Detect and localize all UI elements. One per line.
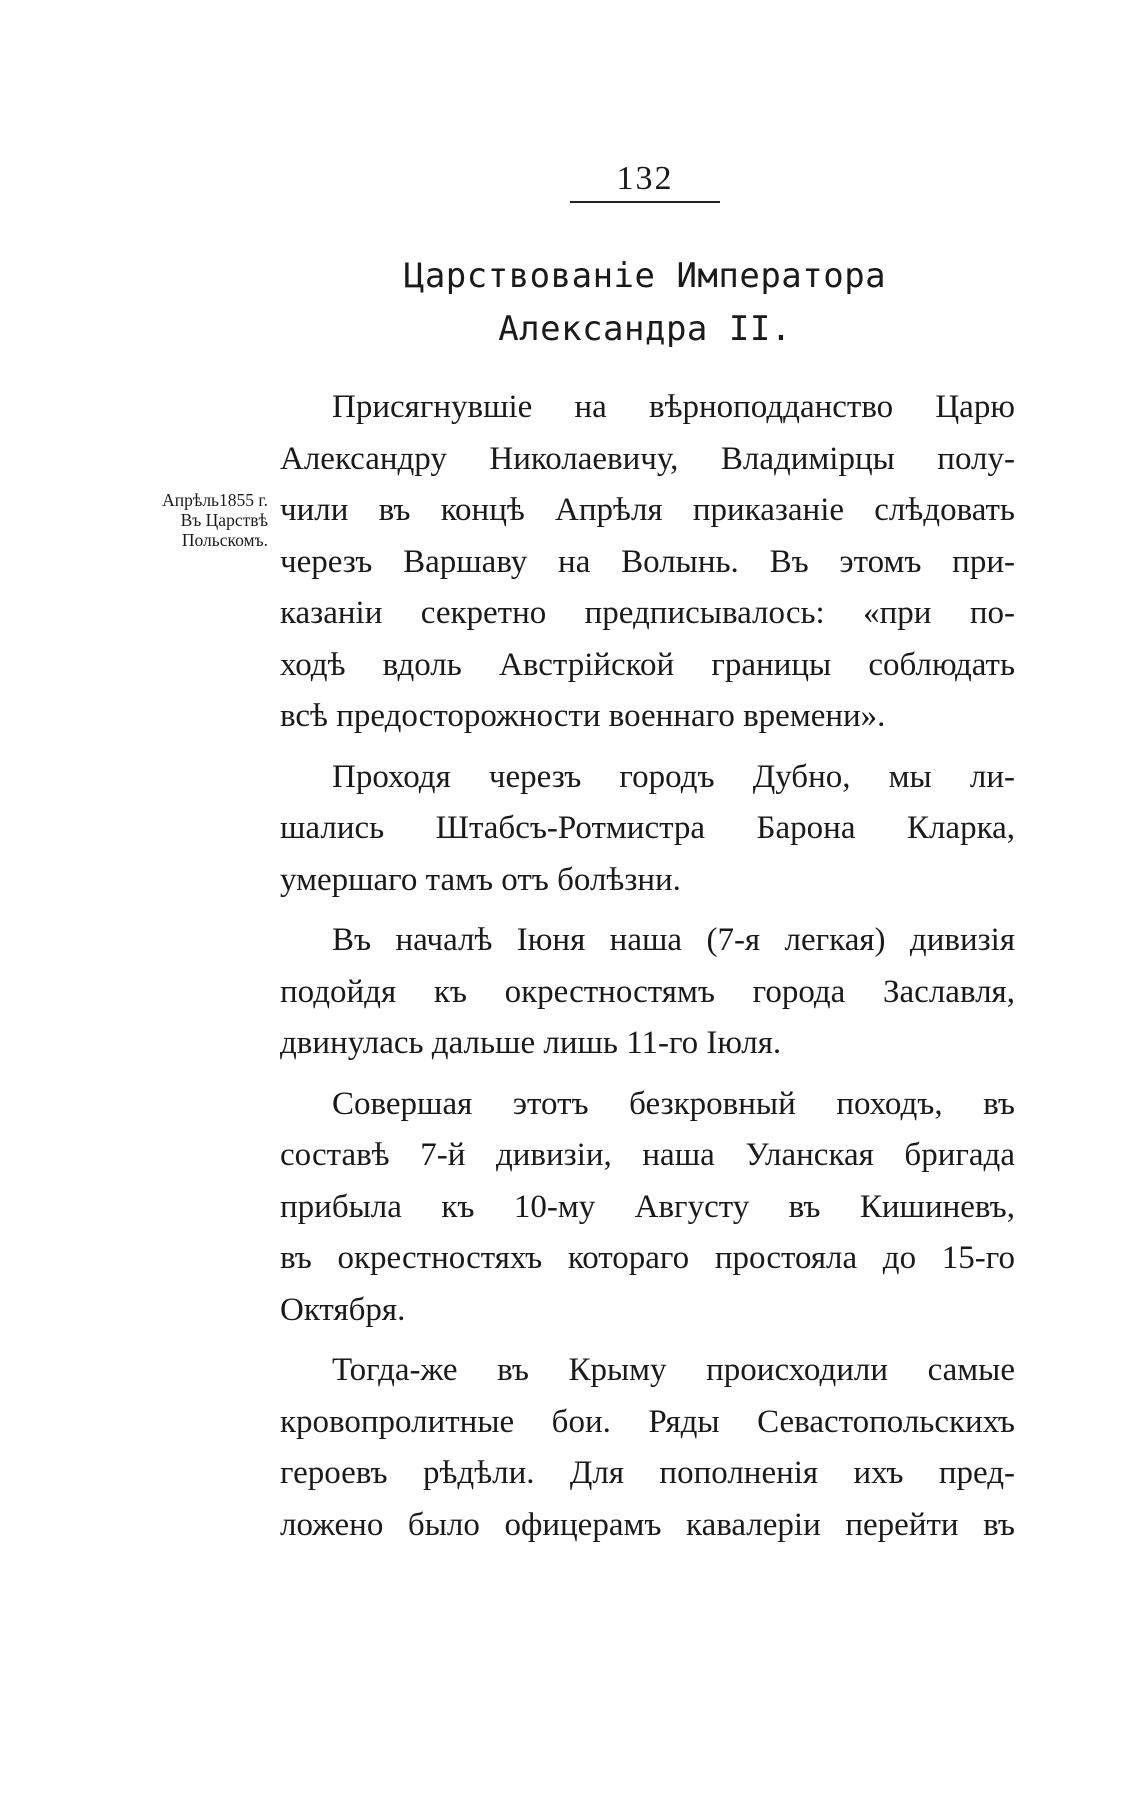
- chapter-title-line-2: Александра II.: [498, 309, 792, 349]
- text-line: Александру Николаевичу, Владимірцы полу-: [280, 440, 1015, 477]
- text-line: Октября.: [280, 1291, 406, 1328]
- text-line: прибыла къ 10-му Августу въ Кишиневъ,: [280, 1188, 1015, 1225]
- text-line: составѣ 7-й дивизіи, наша Уланская бригада: [280, 1137, 1015, 1173]
- text-line: героевъ рѣдѣли. Для пополненія ихъ пред-: [280, 1455, 1015, 1491]
- text-line: кровопролитные бои. Ряды Севастопольскихъ: [280, 1403, 1015, 1440]
- text-line: Въ началѣ Іюня наша (7-я легкая) дивизія: [332, 922, 1015, 958]
- margin-note-line-1: Апрѣль1855 г.: [162, 490, 268, 510]
- text-line: Тогда-же въ Крыму происходили самые: [332, 1352, 1015, 1388]
- text-line: всѣ предосторожности военнаго времени».: [280, 698, 886, 734]
- page-number: 132: [616, 160, 674, 197]
- margin-note-line-3: Польскомъ.: [181, 530, 268, 550]
- text-line: Проходя черезъ городъ Дубно, мы ли-: [332, 758, 1015, 795]
- text-line: казаніи секретно предписывалось: «при по-: [280, 595, 1015, 631]
- chapter-title-line-1: Царствованіе Императора: [403, 256, 887, 296]
- text-line: умершаго тамъ отъ болѣзни.: [280, 861, 681, 898]
- paragraph-5: [280, 1345, 1015, 1551]
- text-line: шались Штабсъ-Ротмистра Барона Кларка,: [280, 810, 1015, 846]
- text-line: черезъ Варшаву на Волынь. Въ этомъ при-: [280, 543, 1015, 580]
- paragraph-4: [280, 1079, 1015, 1337]
- text-line: ложено было офицерамъ кавалеріи перейти въ: [280, 1506, 1015, 1543]
- text-line: Совершая этотъ безкровный походъ, въ: [332, 1085, 1015, 1122]
- chapter-title: [275, 250, 1015, 356]
- paragraph-1: [280, 382, 1015, 743]
- text-line: въ окрестностяхъ котораго простояла до 15-го: [280, 1240, 1015, 1276]
- text-line: двинулась дальше лишь 11-го Іюля.: [280, 1025, 782, 1061]
- text-line: Присягнувшіе на вѣрноподданство Царю: [332, 389, 1015, 425]
- page-number-rule: [570, 201, 720, 203]
- paragraph-2: [280, 752, 1015, 907]
- paragraph-3: [280, 915, 1015, 1070]
- text-line: подойдя къ окрестностямъ города Заславля,: [280, 973, 1015, 1010]
- margin-note: [118, 490, 268, 550]
- margin-note-line-2: Въ Царствѣ: [180, 510, 268, 530]
- text-line: чили въ концѣ Апрѣля приказаніе слѣдовать: [280, 492, 1015, 528]
- text-line: ходѣ вдоль Австрійской границы соблюдать: [280, 646, 1015, 683]
- body-text: [280, 382, 1015, 1551]
